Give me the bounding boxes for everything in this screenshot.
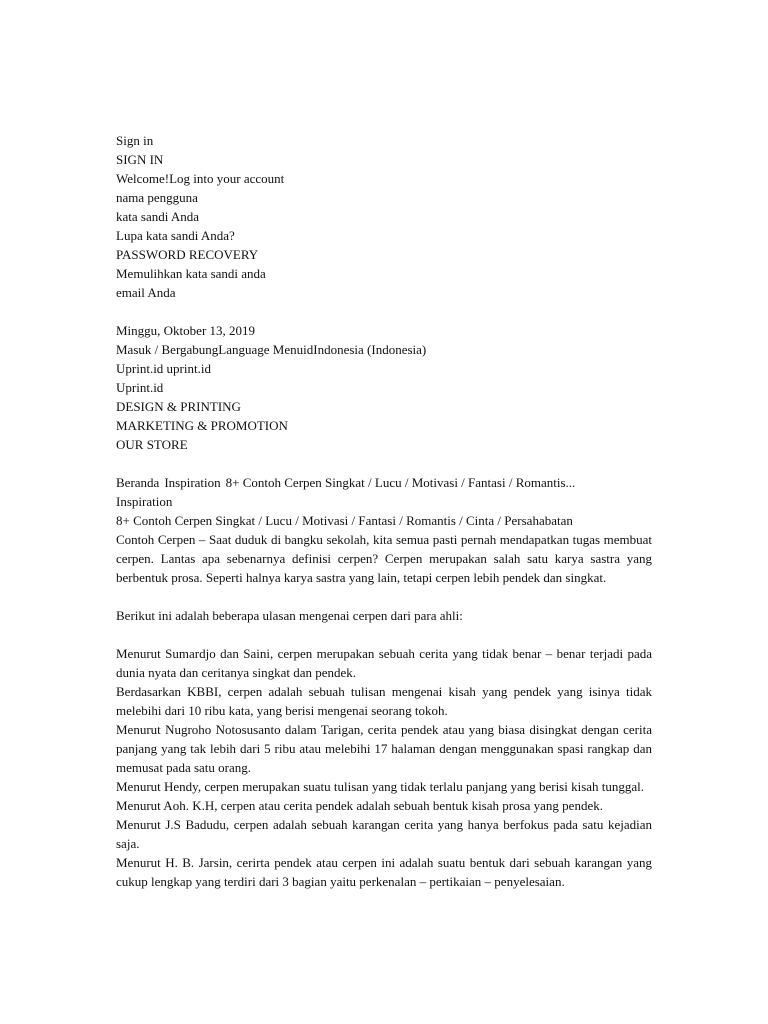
menu-item-marketing-promotion[interactable]: MARKETING & PROMOTION: [116, 418, 288, 433]
article-title: 8+ Contoh Cerpen Singkat / Lucu / Motivasi / Fantasi / Romantis / Cinta / Persahabatan: [116, 513, 573, 528]
logo-text[interactable]: Uprint.id uprint.id: [116, 361, 211, 376]
breadcrumb: [116, 473, 652, 492]
spacer: [116, 302, 652, 321]
breadcrumb-category[interactable]: Inspiration: [164, 475, 221, 490]
email-label: email Anda: [116, 285, 176, 300]
article-lead: Berikut ini adalah beberapa ulasan mengenai cerpen dari para ahli:: [116, 608, 463, 623]
menu-item-design-printing[interactable]: DESIGN & PRINTING: [116, 399, 241, 414]
password-recovery-title: PASSWORD RECOVERY: [116, 247, 259, 262]
definition-js-badudu: Menurut J.S Badudu, cerpen adalah sebuah karangan cerita yang hanya berfokus pada satu kejadian saja.: [116, 817, 652, 851]
definition-nugroho-notosusanto: Menurut Nugroho Notosusanto dalam Tarigan, cerita pendek atau yang biasa disingkat dengan cerita panjang yang tak lebih dari 5 ribu atau melebihi 17 halaman dengan menggunakan spasi rangkap dan memusat pada satu orang.: [116, 722, 652, 775]
article-category[interactable]: Inspiration: [116, 494, 173, 509]
spacer: [116, 625, 652, 644]
article-intro: Contoh Cerpen – Saat duduk di bangku sekolah, kita semua pasti pernah mendapatkan tugas membuat cerpen. Lantas apa sebenarnya definisi cerpen? Cerpen merupakan salah satu karya sastra yang berbentuk prosa. Seperti halnya karya sastra yang lain, tetapi cerpen lebih pendek dan singkat.: [116, 532, 652, 585]
definition-sumardjo-saini: Menurut Sumardjo dan Saini, cerpen merupakan sebuah cerita yang tidak benar – benar terjadi pada dunia nyata dan ceritanya singkat dan pendek.: [116, 646, 652, 680]
site-name[interactable]: Uprint.id: [116, 380, 164, 395]
welcome-text: Welcome!Log into your account: [116, 171, 285, 186]
spacer: [116, 587, 652, 606]
definition-hb-jarsin: Menurut H. B. Jarsin, cerirta pendek atau cerpen ini adalah suatu bentuk dari sebuah karangan yang cukup lengkap yang terdiri dari 3 bagian yaitu perkenalan – pertikaian – penyelesaian.: [116, 855, 652, 889]
spacer: [116, 454, 652, 473]
password-label: kata sandi Anda: [116, 209, 200, 224]
sign-in-title: SIGN IN: [116, 152, 164, 167]
definition-hendy: Menurut Hendy, cerpen merupakan suatu tulisan yang tidak terlalu panjang yang berisi kisah tunggal.: [116, 779, 645, 794]
definition-kbbi: Berdasarkan KBBI, cerpen adalah sebuah tulisan mengenai kisah yang pendek yang isinya tidak melebihi dari 10 ribu kata, yang berisi mengenai seorang tokoh.: [116, 684, 652, 718]
date-text: Minggu, Oktober 13, 2019: [116, 323, 256, 338]
login-language-text[interactable]: Masuk / BergabungLanguage MenuidIndonesia (Indonesia): [116, 342, 427, 357]
sign-in-link[interactable]: Sign in: [116, 133, 154, 148]
definition-aoh-kh: Menurut Aoh. K.H, cerpen atau cerita pendek adalah sebuah bentuk kisah prosa yang pendek.: [116, 798, 603, 813]
recovery-text: Memulihkan kata sandi anda: [116, 266, 266, 281]
username-label: nama pengguna: [116, 190, 198, 205]
forgot-password-link[interactable]: Lupa kata sandi Anda?: [116, 228, 235, 243]
menu-item-our-store[interactable]: OUR STORE: [116, 437, 188, 452]
breadcrumb-current: 8+ Contoh Cerpen Singkat / Lucu / Motivasi / Fantasi / Romantis...: [225, 475, 576, 490]
breadcrumb-home[interactable]: Beranda: [116, 475, 160, 490]
document-page: [116, 131, 652, 891]
